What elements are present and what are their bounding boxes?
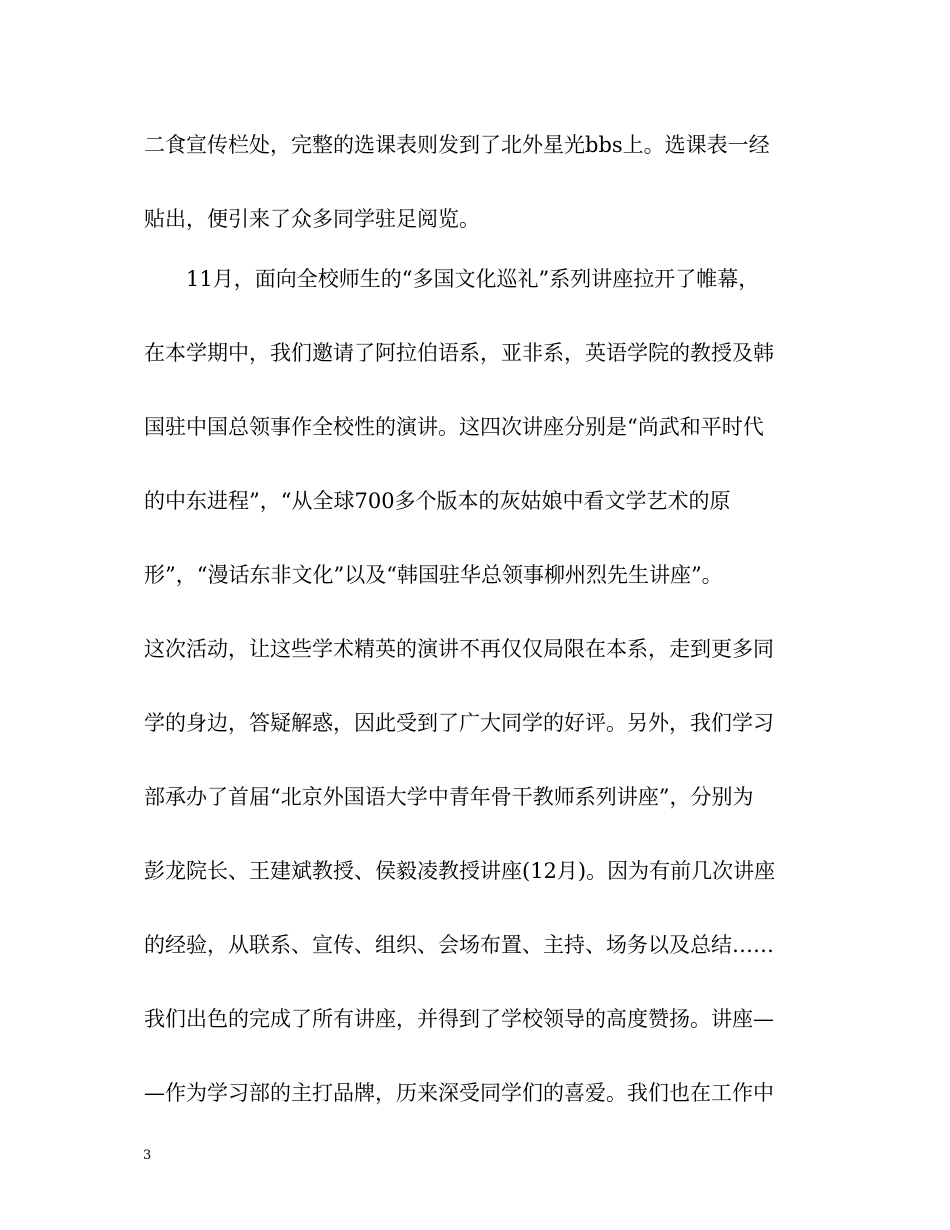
paragraph-line-7: 形”，“漫话东非文化”以及“韩国驻华总领事柳州烈先生讲座”。: [144, 563, 723, 587]
page-number: 3: [143, 1148, 152, 1163]
paragraph-line-11: 彭龙院长、王建斌教授、侯毅凌教授讲座(12月)。因为有前几次讲座: [144, 859, 776, 883]
paragraph-line-2: 贴出，便引来了众多同学驻足阅览。: [144, 207, 480, 231]
paragraph-line-5: 国驻中国总领事作全校性的演讲。这四次讲座分别是“尚武和平时代: [144, 415, 764, 439]
paragraph-line-14: —作为学习部的主打品牌，历来深受同学们的喜爱。我们也在工作中: [144, 1081, 774, 1105]
paragraph-line-9: 学的身边，答疑解惑，因此受到了广大同学的好评。另外，我们学习: [144, 711, 774, 735]
paragraph-line-12: 的经验，从联系、宣传、组织、会场布置、主持、场务以及总结……: [144, 933, 774, 957]
paragraph-line-1: 二食宣传栏处，完整的选课表则发到了北外星光bbs上。选课表一经: [144, 133, 770, 157]
paragraph-line-10: 部承办了首届“北京外国语大学中青年骨干教师系列讲座”，分别为: [144, 785, 754, 809]
paragraph-line-6: 的中东进程”，“从全球700多个版本的灰姑娘中看文学艺术的原: [144, 489, 731, 513]
paragraph-line-3: 11月，面向全校师生的“多国文化巡礼”系列讲座拉开了帷幕，: [186, 267, 760, 291]
paragraph-line-8: 这次活动，让这些学术精英的演讲不再仅仅局限在本系，走到更多同: [144, 637, 774, 661]
paragraph-line-4: 在本学期中，我们邀请了阿拉伯语系，亚非系，英语学院的教授及韩: [144, 341, 774, 365]
paragraph-line-13: 我们出色的完成了所有讲座，并得到了学校领导的高度赞扬。讲座—: [144, 1007, 774, 1031]
